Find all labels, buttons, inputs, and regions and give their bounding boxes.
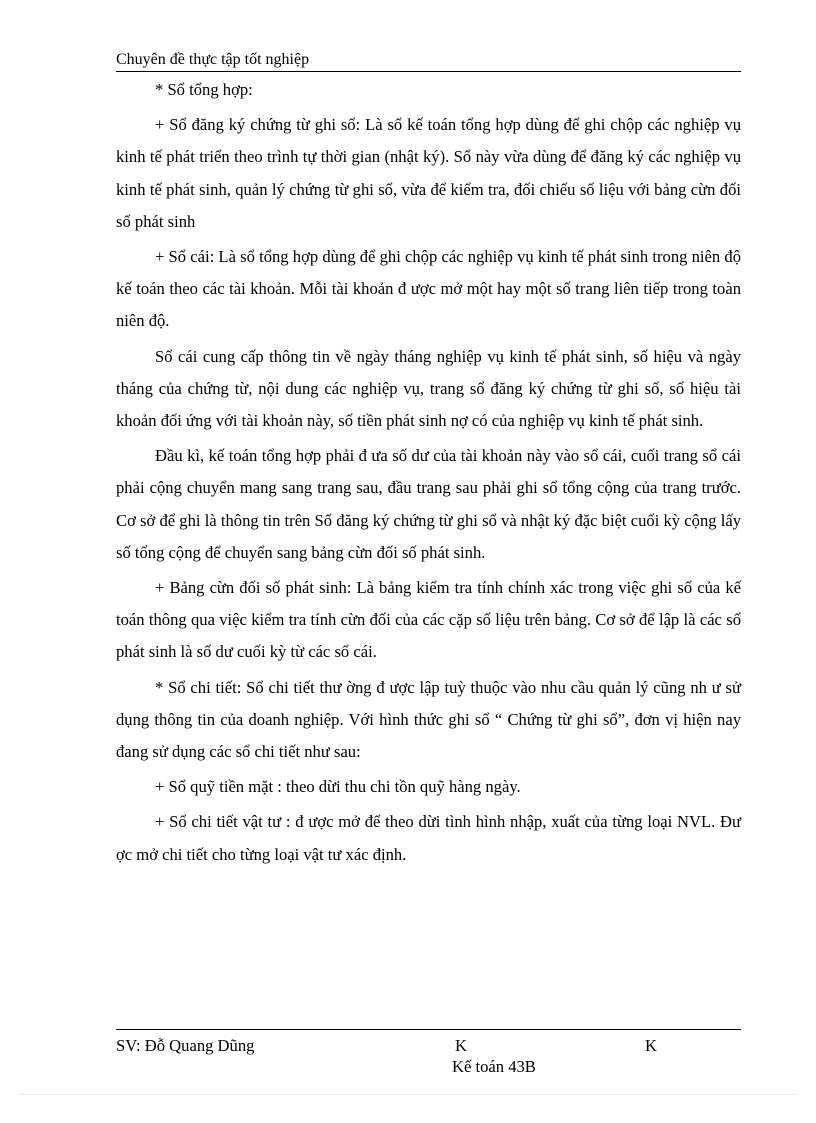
footer-class: Kế toán 43B: [452, 1057, 536, 1076]
paragraph-period-start: Đầu kì, kế toán tổng hợp phải đ ưa số dư của tài khoản này vào sổ cái, cuối trang sổ cái phải cộng chuyển mang sang trang sau, đầu trang sau phải ghi sổ tổng cộng của trang trước. Cơ sở để ghi là thông tin trên Sổ đăng ký chứng từ ghi sổ và nhật ký đặc biệt cuối kỳ cộng lấy số tổng cộng để chuyển sang bảng cừn đối số phát sinh.: [116, 446, 741, 562]
paragraph-detail-books: * Sổ chi tiết: Sổ chi tiết thư ờng đ ược lập tuỳ thuộc vào nhu cầu quản lý cũng nh ư sử dụng thông tin của doanh nghiệp. Với hình thức ghi sổ “ Chứng từ ghi sổ”, đơn vị hiện nay đang sử dụng các sổ chi tiết như sau:: [116, 677, 741, 762]
paragraph-summary-books: * Sổ tổng hợp:: [155, 80, 253, 99]
footer-student: SV: Đỗ Quang Dũng: [116, 1036, 255, 1055]
paragraph-cash-book: + Sổ quỹ tiền mặt : theo dừi thu chi tồn quỹ hàng ngày.: [155, 777, 521, 797]
footer-k-left: K: [455, 1036, 467, 1055]
header-title: Chuyên đề thực tập tốt nghiệp: [116, 51, 310, 68]
paragraph-voucher-register: + Sổ đăng ký chứng từ ghi sổ: Là sổ kế toán tổng hợp dùng để ghi chộp các nghiệp vụ kinh tế phát triển theo trình tự thời gian (nhật ký). Sổ này vừa dùng để đăng ký các nghiệp vụ kinh tế phát sinh, quản lý chứng từ ghi sổ, vừa để kiểm tra, đối chiếu số liệu với bảng cừn đối số phát sinh: [116, 115, 741, 231]
footer-divider: [116, 1029, 741, 1030]
paragraph-ledger: + Sổ cái: Là sổ tổng hợp dùng để ghi chộp các nghiệp vụ kinh tế phát sinh trong niên độ kế toán theo các tài khoản. Mỗi tài khoản đ ược mở một hay một số trang liên tiếp trong toàn niên độ.: [116, 247, 741, 331]
paragraph-trial-balance: + Bảng cừn đối số phát sinh: Là bảng kiểm tra tính chính xác trong việc ghi sổ của kế toán thông qua việc kiểm tra tính cừn đối của các cặp số liệu trên bảng. Cơ sở để lập là các số phát sinh là số dư cuối kỳ từ các sổ cái.: [116, 578, 741, 662]
page-header: [116, 49, 741, 72]
document-body: [116, 74, 741, 871]
paragraph-ledger-info: Sổ cái cung cấp thông tin về ngày tháng nghiệp vụ kinh tế phát sinh, số hiệu và ngày tháng của chứng từ, nội dung các nghiệp vụ, trang sổ đăng ký chứng từ ghi sổ, số hiệu tài khoản đối ứng với tài khoản này, số tiền phát sinh nợ có của nghiệp vụ kinh tế phát sinh.: [116, 346, 741, 431]
page-bottom-border: [20, 1094, 796, 1095]
footer-k-right: K: [645, 1036, 657, 1055]
paragraph-materials-book: + Sổ chi tiết vật tư : đ ược mở để theo dừi tình hình nhập, xuất của từng loại NVL. Đư ợc mở chi tiết cho từng loại vật tư xác định.: [116, 812, 741, 864]
